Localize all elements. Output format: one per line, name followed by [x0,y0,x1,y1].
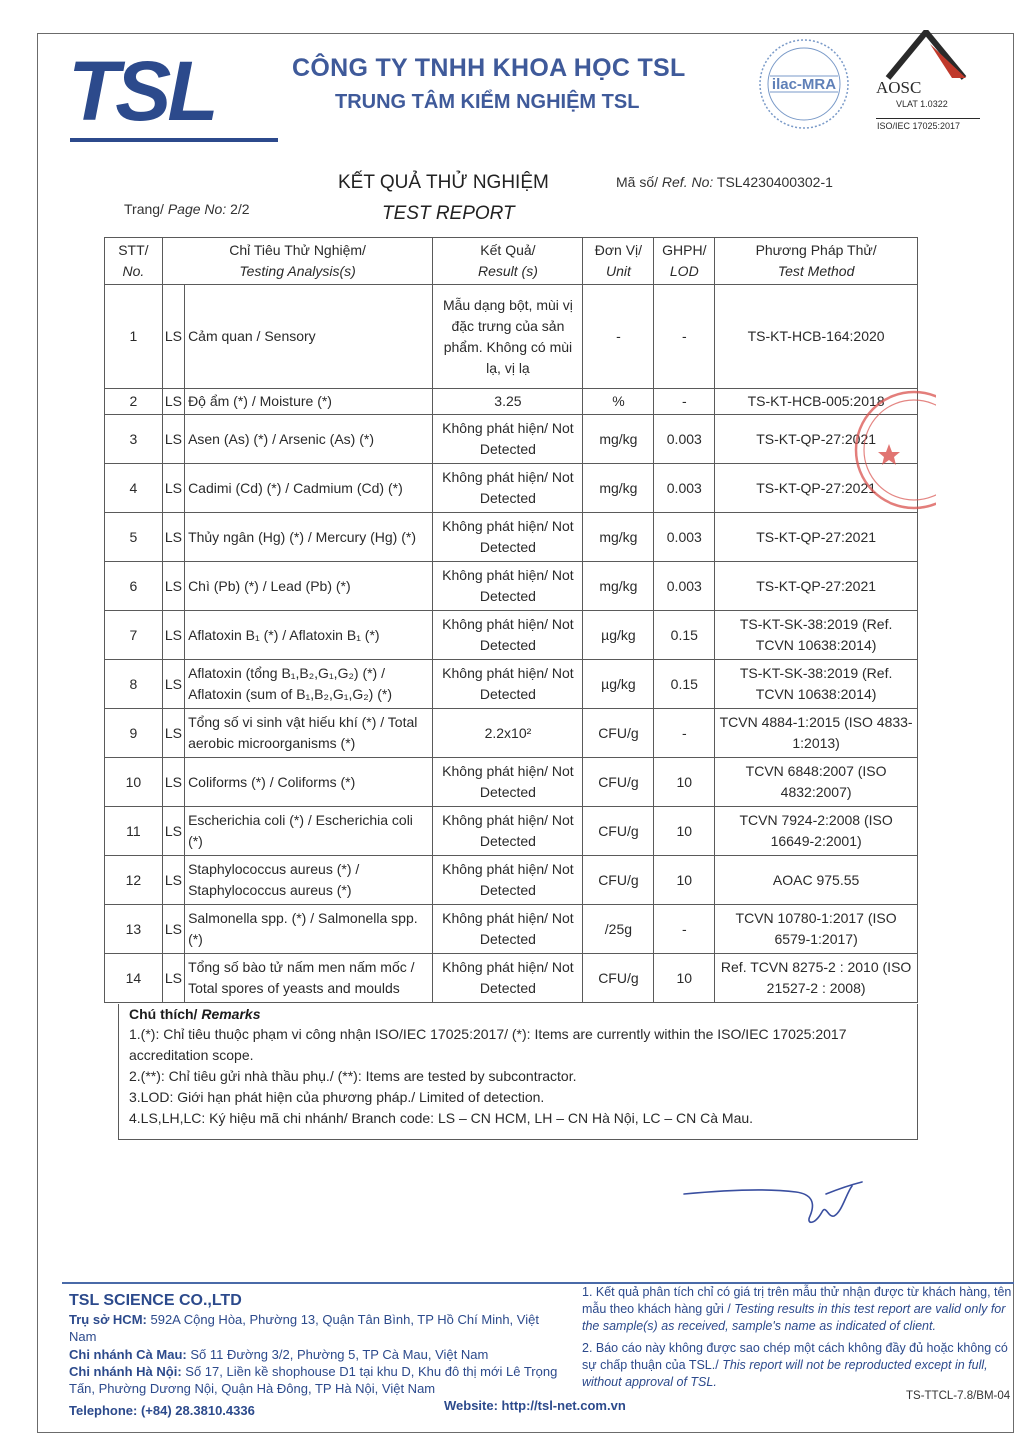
row-number: 11 [105,807,163,856]
analysis-name: Aflatoxin B₁ (*) / Aflatoxin B₁ (*) [185,611,433,660]
result-value: 3.25 [433,389,583,415]
footer-hanoi: Chi nhánh Hà Nội: Số 17, Liền kề shophouse D1 tại khu D, Khu đô thị mới Lê Trọng Tấn, Phường Dương Nội, Quận Hà Đông, TP Hà Nội, Việt Nam [69,1364,558,1396]
analysis-name: Escherichia coli (*) / Escherichia coli (*) [185,807,433,856]
lod-value: 0.003 [654,415,715,464]
ilac-text: ilac-MRA [771,76,837,93]
branch-code: LS [162,709,184,758]
branch-code: LS [162,905,184,954]
branch-code: LS [162,285,184,389]
lod-value: - [654,905,715,954]
remark-1: 1.(*): Chỉ tiêu thuộc phạm vi công nhận ISO/IEC 17025:2017/ (*): Items are currently within the ISO/IEC 17025:2017 accreditation scope. [129,1026,847,1063]
test-method: TS-KT-SK-38:2019 (Ref. TCVN 10638:2014) [715,660,918,709]
row-number: 4 [105,464,163,513]
table-row [105,285,918,389]
unit-value: µg/kg [583,611,654,660]
row-number: 9 [105,709,163,758]
header-stt: STT/ No. [105,238,163,285]
lod-value: 0.003 [654,464,715,513]
unit-value: CFU/g [583,758,654,807]
result-value: Không phát hiện/ Not Detected [433,807,583,856]
test-method: TS-KT-QP-27:2021 [715,464,918,513]
test-method: TS-KT-QP-27:2021 [715,415,918,464]
analysis-name: Cadimi (Cd) (*) / Cadmium (Cd) (*) [185,464,433,513]
table-row [105,856,918,905]
analysis-name: Asen (As) (*) / Arsenic (As) (*) [185,415,433,464]
reference-number: Mã số/ Ref. No: TSL4230400302-1 [616,174,833,190]
lod-value: 0.15 [654,660,715,709]
result-value: Không phát hiện/ Not Detected [433,660,583,709]
branch-code: LS [162,807,184,856]
unit-value: µg/kg [583,660,654,709]
branch-code: LS [162,611,184,660]
table-row [105,905,918,954]
result-value: Không phát hiện/ Not Detected [433,464,583,513]
unit-value: % [583,389,654,415]
unit-value: CFU/g [583,954,654,1003]
tsl-logo [68,56,264,126]
lod-value: 0.15 [654,611,715,660]
branch-code: LS [162,415,184,464]
header-analysis: Chỉ Tiêu Thử Nghiệm/ Testing Analysis(s) [162,238,433,285]
row-number: 14 [105,954,163,1003]
remark-3: 3.LOD: Giới hạn phát hiện của phương pháp./ Limited of detection. [129,1089,545,1105]
row-number: 5 [105,513,163,562]
table-row [105,611,918,660]
test-method: TCVN 7924-2:2008 (ISO 16649-2:2001) [715,807,918,856]
test-method: TS-KT-QP-27:2021 [715,562,918,611]
result-value: 2.2x10² [433,709,583,758]
ilac-mra-seal [756,36,852,132]
result-value: Không phát hiện/ Not Detected [433,856,583,905]
lod-value: 0.003 [654,513,715,562]
row-number: 12 [105,856,163,905]
row-number: 13 [105,905,163,954]
test-method: TS-KT-HCB-164:2020 [715,285,918,389]
analysis-name: Aflatoxin (tổng B₁,B₂,G₁,G₂) (*) / Aflatoxin (sum of B₁,B₂,G₁,G₂) (*) [185,660,433,709]
branch-code: LS [162,954,184,1003]
lod-value: 0.003 [654,562,715,611]
result-value: Không phát hiện/ Not Detected [433,758,583,807]
branch-code: LS [162,389,184,415]
company-subtitle: TRUNG TÂM KIỂM NGHIỆM TSL [335,91,640,113]
analysis-name: Salmonella spp. (*) / Salmonella spp. (*) [185,905,433,954]
analysis-name: Staphylococcus aureus (*) / Staphylococcus aureus (*) [185,856,433,905]
analysis-name: Độ ẩm (*) / Moisture (*) [185,389,433,415]
table-row [105,389,918,415]
analysis-name: Tổng số bào tử nấm men nấm mốc / Total spores of yeasts and moulds [185,954,433,1003]
footer-hq: Trụ sở HCM: 592A Cộng Hòa, Phường 13, Quận Tân Bình, TP Hồ Chí Minh, Việt Nam [69,1312,539,1344]
aosc-iso: ISO/IEC 17025:2017 [877,121,961,131]
aosc-vlat: VLAT 1.0322 [896,99,948,109]
company-stamp [836,380,936,520]
test-method: TCVN 6848:2007 (ISO 4832:2007) [715,758,918,807]
lod-value: 10 [654,807,715,856]
test-method: TS-KT-SK-38:2019 (Ref. TCVN 10638:2014) [715,611,918,660]
branch-code: LS [162,562,184,611]
analysis-name: Cảm quan / Sensory [185,285,433,389]
table-row [105,954,918,1003]
branch-code: LS [162,856,184,905]
row-number: 1 [105,285,163,389]
unit-value: mg/kg [583,562,654,611]
table-row [105,807,918,856]
remark-2: 2.(**): Chỉ tiêu gửi nhà thầu phụ./ (**): Items are tested by subcontractor. [129,1068,577,1084]
table-row [105,758,918,807]
test-method: Ref. TCVN 8275-2 : 2010 (ISO 21527-2 : 2008) [715,954,918,1003]
lod-value: 10 [654,758,715,807]
aosc-divider [876,118,980,119]
lod-value: - [654,389,715,415]
branch-code: LS [162,464,184,513]
unit-value: CFU/g [583,709,654,758]
lod-value: 10 [654,954,715,1003]
header-lod: GHPH/ LOD [654,238,715,285]
unit-value: mg/kg [583,415,654,464]
analysis-name: Coliforms (*) / Coliforms (*) [185,758,433,807]
branch-code: LS [162,513,184,562]
header-result: Kết Quả/ Result (s) [433,238,583,285]
test-method: TS-KT-HCB-005:2018 [715,389,918,415]
result-value: Không phát hiện/ Not Detected [433,611,583,660]
report-title-en: TEST REPORT [382,203,515,224]
lod-value: - [654,285,715,389]
result-value: Không phát hiện/ Not Detected [433,513,583,562]
unit-value: CFU/g [583,807,654,856]
header-method: Phương Pháp Thử/ Test Method [715,238,918,285]
row-number: 2 [105,389,163,415]
test-method: TCVN 4884-1:2015 (ISO 4833-1:2013) [715,709,918,758]
row-number: 6 [105,562,163,611]
row-number: 10 [105,758,163,807]
table-row [105,415,918,464]
branch-code: LS [162,758,184,807]
result-value: Không phát hiện/ Not Detected [433,562,583,611]
analysis-name: Thủy ngân (Hg) (*) / Mercury (Hg) (*) [185,513,433,562]
form-code: TS-TTCL-7.8/BM-04 [906,1390,1011,1402]
unit-value: - [583,285,654,389]
remarks-heading: Chú thích/ Remarks [129,1006,261,1022]
unit-value: mg/kg [583,513,654,562]
branch-code: LS [162,660,184,709]
row-number: 3 [105,415,163,464]
logo-underline [70,138,278,142]
lod-value: 10 [654,856,715,905]
remark-4: 4.LS,LH,LC: Ký hiệu mã chi nhánh/ Branch code: LS – CN HCM, LH – CN Hà Nội, LC – CN Cà Mau. [129,1110,754,1126]
footer-note-2: 2. Báo cáo này không được sao chép một cách không đầy đủ hoặc không có sự chấp thuận của TSL./ This report will not be reproducted except in full, without approval of TSL. [582,1341,1008,1389]
row-number: 8 [105,660,163,709]
table-row [105,513,918,562]
unit-value: mg/kg [583,464,654,513]
results-table [104,237,918,1003]
company-name: CÔNG TY TNHH KHOA HỌC TSL [292,54,686,82]
page-number: Trang/ Page No: 2/2 [124,201,250,217]
header-unit: Đơn Vị/ Unit [583,238,654,285]
analysis-name: Tổng số vi sinh vật hiếu khí (*) / Total aerobic microorganisms (*) [185,709,433,758]
unit-value: /25g [583,905,654,954]
row-number: 7 [105,611,163,660]
table-row [105,464,918,513]
footer-camau: Chi nhánh Cà Mau: Số 11 Đường 3/2, Phường 5, TP Cà Mau, Việt Nam [69,1347,489,1362]
remarks-box [118,1004,918,1140]
test-method: TCVN 10780-1:2017 (ISO 6579-1:2017) [715,905,918,954]
result-value: Mẫu dạng bột, mùi vị đặc trưng của sản phẩm. Không có mùi lạ, vị lạ [433,285,583,389]
result-value: Không phát hiện/ Not Detected [433,905,583,954]
footer-telephone: Telephone: (+84) 28.3810.4336 [69,1403,255,1418]
table-row [105,660,918,709]
footer-note-1: 1. Kết quả phân tích chỉ có giá trị trên mẫu thử nhận được từ khách hàng, tên mẫu theo khách hàng gửi / Testing results in this test report are valid only for the sample(s) as received, sample's name as indicated of client. [582,1285,1012,1333]
table-row [105,562,918,611]
test-method: TS-KT-QP-27:2021 [715,513,918,562]
table-row [105,709,918,758]
lod-value: - [654,709,715,758]
aosc-label: AOSC [876,78,922,97]
table-header-row [105,238,918,285]
analysis-name: Chì (Pb) (*) / Lead (Pb) (*) [185,562,433,611]
result-value: Không phát hiện/ Not Detected [433,954,583,1003]
unit-value: CFU/g [583,856,654,905]
result-value: Không phát hiện/ Not Detected [433,415,583,464]
footer-website[interactable]: Website: http://tsl-net.com.vn [444,1398,626,1413]
report-title-vi: KẾT QUẢ THỬ NGHIỆM [338,172,549,193]
signature [676,1172,896,1242]
logo-text: TSL [68,56,215,126]
footer-company: TSL SCIENCE CO.,LTD [69,1292,242,1309]
test-method: AOAC 975.55 [715,856,918,905]
